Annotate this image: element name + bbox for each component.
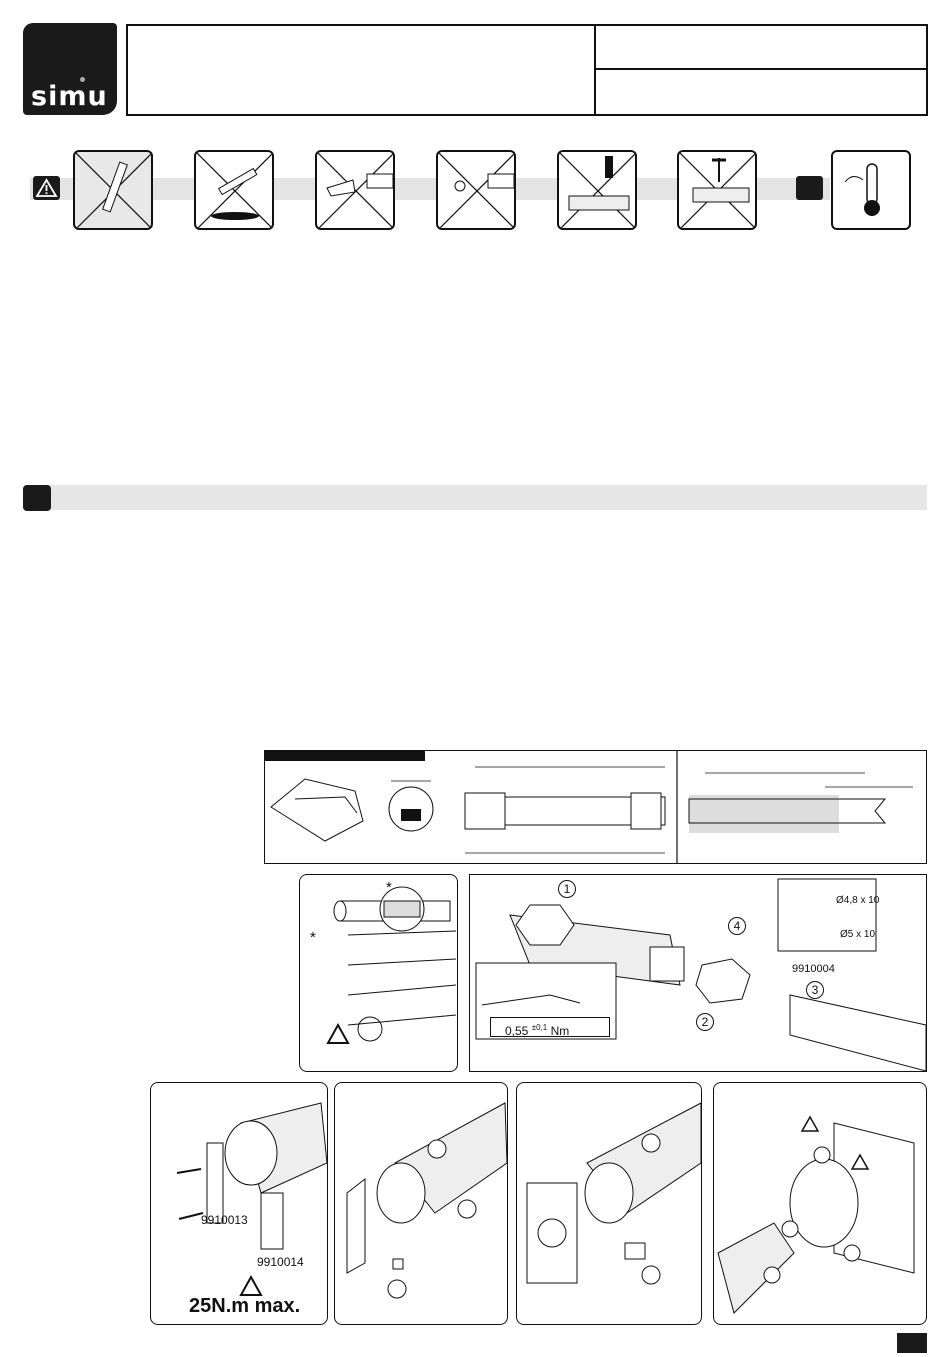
max-torque-text: 25N.m max.	[189, 1295, 301, 1317]
no-drill-icon	[557, 150, 637, 230]
simu-logo	[23, 23, 117, 115]
screw-b-label: Ø5 x 10	[840, 929, 876, 940]
assembly-panel	[469, 874, 927, 1072]
bracket-panel-c	[516, 1082, 702, 1325]
bracket-panel-b	[334, 1082, 508, 1325]
no-screw-icon	[677, 150, 757, 230]
bracket-panel-d	[713, 1082, 927, 1325]
torque-tolerance: ±0,1	[531, 1023, 548, 1032]
adapter-label: 9910004	[792, 963, 835, 975]
header-table	[126, 24, 928, 116]
asterisk-mark: *	[386, 879, 392, 896]
page-number-box	[897, 1333, 927, 1353]
tube-cut-panel	[299, 874, 458, 1072]
step-1: 1	[558, 880, 576, 898]
torque-callout	[490, 1017, 610, 1037]
no-hammer-icon	[315, 150, 395, 230]
torque-value: 0,55	[505, 1024, 529, 1038]
torque-unit: Nm	[550, 1024, 570, 1038]
logo-text: simu	[31, 81, 108, 112]
step-3: 3	[806, 981, 824, 999]
dimension-drawing	[264, 750, 927, 864]
section-band	[27, 485, 927, 510]
section-marker	[796, 176, 823, 200]
step-2: 2	[696, 1013, 714, 1031]
bracket-a-code: 9910013	[201, 1213, 248, 1227]
bracket-b-code: 9910014	[257, 1255, 304, 1269]
temperature-icon	[831, 150, 911, 230]
no-immersion-icon	[73, 150, 153, 230]
screw-a-label: Ø4,8 x 10	[836, 895, 880, 906]
step-4: 4	[728, 917, 746, 935]
bracket-panel-a	[150, 1082, 328, 1325]
section-number	[23, 485, 51, 511]
asterisk-note: *	[310, 929, 316, 946]
no-cut-cable-icon	[436, 150, 516, 230]
warning-icon	[33, 176, 60, 200]
no-drop-icon	[194, 150, 274, 230]
